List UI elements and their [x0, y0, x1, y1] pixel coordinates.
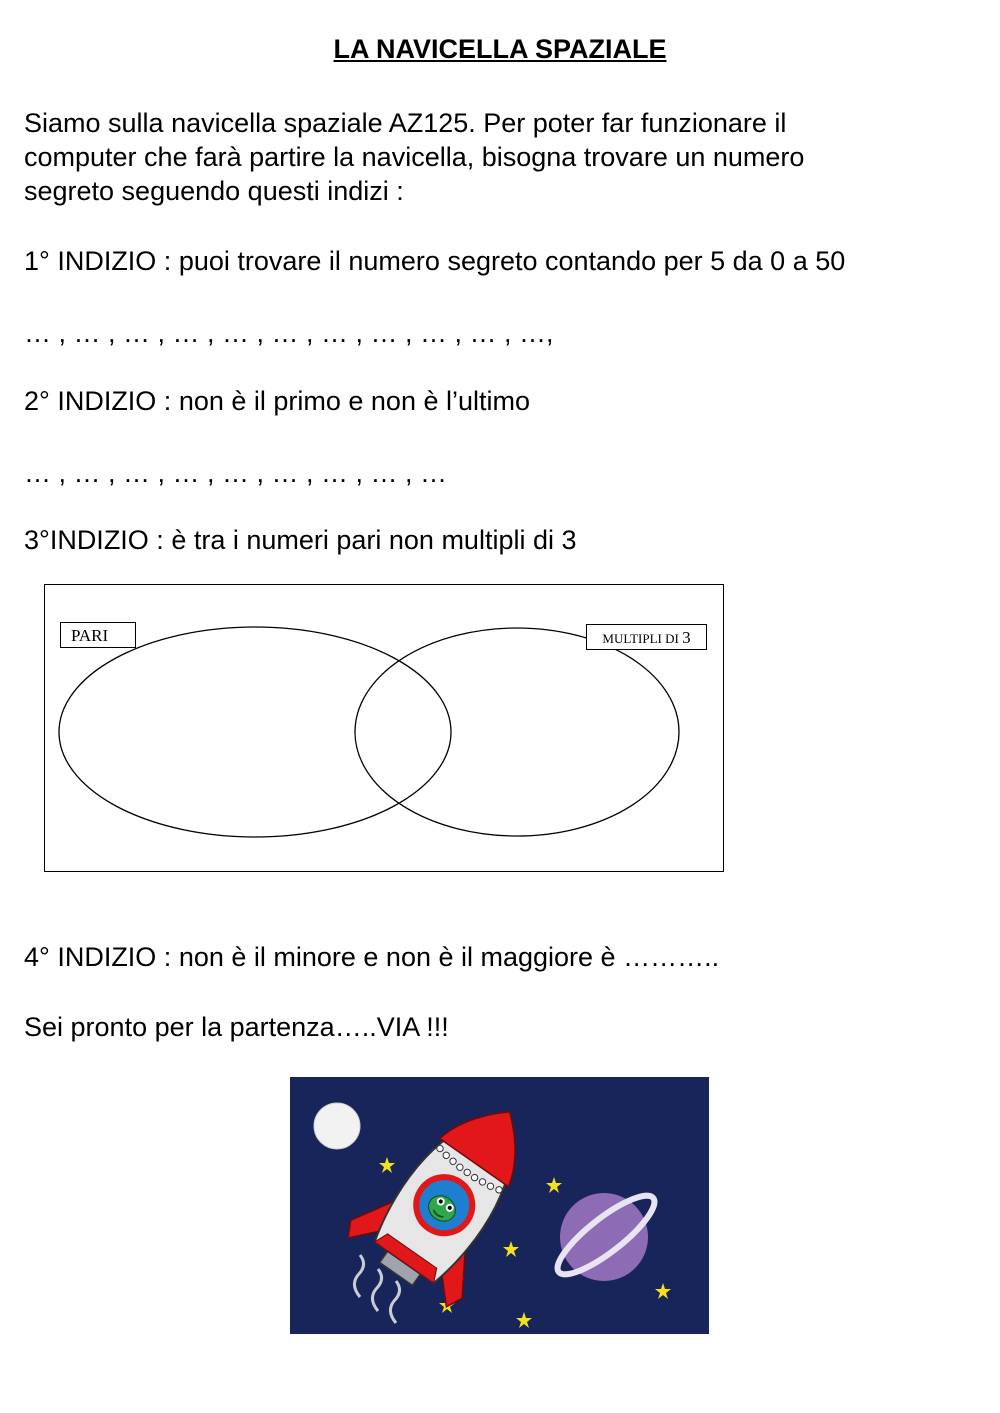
intro-line: computer che farà partire la navicella, bisogna trovare un numero	[24, 142, 805, 172]
intro-line: segreto seguendo questi indizi :	[24, 176, 404, 206]
clue-2-blanks: … , … , … , … , … , … , … , … , …	[24, 458, 448, 488]
page-title: LA NAVICELLA SPAZIALE	[333, 34, 667, 64]
venn-circle-multipli	[355, 628, 679, 836]
venn-label-multipli-number: 3	[682, 628, 691, 647]
intro-paragraph	[24, 106, 964, 208]
rocket-illustration	[290, 1077, 709, 1334]
venn-label-multipli-text: MULTIPLI DI	[602, 631, 679, 646]
venn-diagram	[44, 584, 724, 872]
clue-1-text: 1° INDIZIO : puoi trovare il numero segreto contando per 5 da 0 a 50	[24, 246, 846, 276]
venn-label-pari	[60, 622, 136, 648]
clue-2-text: 2° INDIZIO : non è il primo e non è l’ultimo	[24, 386, 530, 416]
departure-text: Sei pronto per la partenza…..VIA !!!	[24, 1012, 449, 1042]
clue-3-text: 3°INDIZIO : è tra i numeri pari non multipli di 3	[24, 525, 577, 555]
venn-label-multipli	[586, 624, 707, 650]
venn-circle-pari	[59, 627, 451, 837]
venn-label-pari-text: PARI	[71, 626, 109, 645]
moon-icon	[314, 1103, 360, 1149]
space-scene	[290, 1077, 709, 1334]
clue-1-blanks: … , … , … , … , … , … , … , … , … , … , …,	[24, 318, 554, 348]
intro-line: Siamo sulla navicella spaziale AZ125. Per poter far funzionare il	[24, 108, 787, 138]
clue-4-text: 4° INDIZIO : non è il minore e non è il maggiore è ………..	[24, 942, 720, 972]
